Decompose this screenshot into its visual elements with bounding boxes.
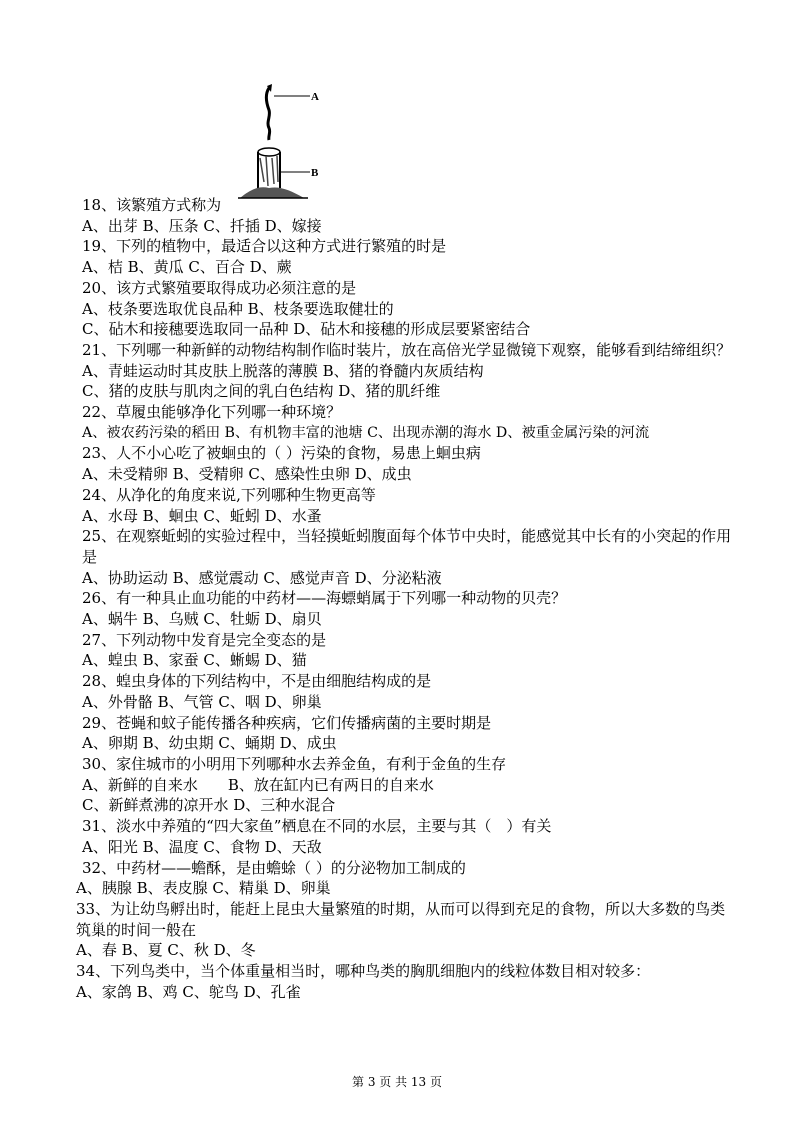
text-line: A、春 B、夏 C、秋 D、冬 (76, 941, 256, 960)
text-line: 31、淡水中养殖的“四大家鱼”栖息在不同的水层，主要与其（ ）有关 (82, 817, 552, 836)
text-line: A、出芽 B、压条 C、扦插 D、嫁接 (82, 216, 322, 235)
text-line: A、胰腺 B、表皮腺 C、精巢 D、卵巢 (76, 879, 331, 898)
text-line: C、新鲜煮沸的凉开水 D、三种水混合 (82, 796, 336, 815)
text-line: A、协助运动 B、感觉震动 C、感觉声音 D、分泌粘液 (82, 568, 442, 587)
scion-stem (266, 88, 269, 140)
text-line: 25、在观察蚯蚓的实验过程中，当轻摸蚯蚓腹面每个体节中央时，能感觉其中长有的小突起的作用是 (82, 527, 732, 566)
text-line: 27、下列动物中发育是完全变态的是 (82, 630, 327, 649)
text-line: 20、该方式繁殖要取得成功必须注意的是 (82, 278, 357, 297)
text-line: A、桔 B、黄瓜 C、百合 D、蕨 (82, 258, 292, 277)
text-line: A、外骨骼 B、气管 C、咽 D、卵巢 (82, 692, 322, 711)
text-line: A、枝条要选取优良品种 B、枝条要选取健壮的 (82, 299, 394, 318)
text-line: A、被农药污染的稻田 B、有机物丰富的池塘 C、出现赤潮的海水 D、被重金属污染的河流 (82, 424, 650, 441)
text-line: A、蝗虫 B、家蚕 C、蜥蜴 D、猫 (82, 651, 307, 670)
text-line: 30、家住城市的小明用下列哪种水去养金鱼，有利于金鱼的生存 (82, 754, 507, 773)
text-line: 26、有一种具止血功能的中药材——海螵蛸属于下列哪一种动物的贝壳？ (82, 589, 567, 608)
cutting-figure-svg (238, 82, 338, 204)
text-line: 34、下列鸟类中，当个体重量相当时，哪种鸟类的胸肌细胞内的线粒体数目相对较多： (76, 962, 651, 981)
text-line: 21、下列哪一种新鲜的动物结构制作临时装片，放在高倍光学显微镜下观察，能够看到结缔组织？ (82, 340, 732, 359)
text-line: C、猪的皮肤与肌肉之间的乳白色结构 D、猪的肌纤维 (82, 382, 441, 401)
text-line: 29、苍蝇和蚊子能传播各种疾病，它们传播病菌的主要时期是 (82, 713, 492, 732)
text-line: 32、中药材——蟾酥，是由蟾蜍（ ）的分泌物加工制成的 (82, 858, 466, 877)
text-line: A、水母 B、蛔虫 C、蚯蚓 D、水蚤 (82, 506, 322, 525)
label-b: B (311, 167, 319, 179)
text-line: 22、草履虫能够净化下列哪一种环境？ (82, 403, 342, 422)
page-footer: 第 3 页 共 13 页 (352, 1075, 442, 1089)
text-line: 24、从净化的角度来说,下列哪种生物更高等 (82, 485, 376, 504)
text-line: 28、蝗虫身体的下列结构中，不是由细胞结构成的是 (82, 672, 432, 691)
text-line: 23、人不小心吃了被蛔虫的（ ）污染的食物，易患上蛔虫病 (82, 444, 481, 463)
text-line: A、卵期 B、幼虫期 C、蛹期 D、成虫 (82, 734, 337, 753)
stock-top (258, 148, 280, 156)
text-line: A、蜗牛 B、乌贼 C、牡蛎 D、扇贝 (82, 610, 322, 629)
cutting-illustration (238, 82, 338, 204)
text-line: A、新鲜的自来水 B、放在缸内已有两日的自来水 (82, 775, 434, 794)
text-line: A、家鸽 B、鸡 C、鸵鸟 D、孔雀 (76, 982, 301, 1001)
text-line: 19、下列的植物中，最适合以这种方式进行繁殖的时是 (82, 237, 447, 256)
text-line: A、青蛙运动时其皮肤上脱落的薄膜 B、猪的脊髓内灰质结构 (82, 361, 484, 380)
text-line: A、未受精卵 B、受精卵 C、感染性虫卵 D、成虫 (82, 465, 412, 484)
text-line: 18、该繁殖方式称为 (82, 196, 222, 214)
question-text (76, 195, 732, 1002)
label-a: A (311, 91, 319, 103)
text-line: A、阳光 B、温度 C、食物 D、天敌 (82, 837, 322, 856)
text-line: C、砧木和接穗要选取同一品种 D、砧木和接穗的形成层要紧密结合 (82, 320, 531, 339)
text-line: 33、为让幼鸟孵出时，能赶上昆虫大量繁殖的时期，从而可以得到充足的食物，所以大多数的鸟类筑巢的时间一般在 (76, 899, 726, 939)
stock-bark (260, 156, 278, 186)
